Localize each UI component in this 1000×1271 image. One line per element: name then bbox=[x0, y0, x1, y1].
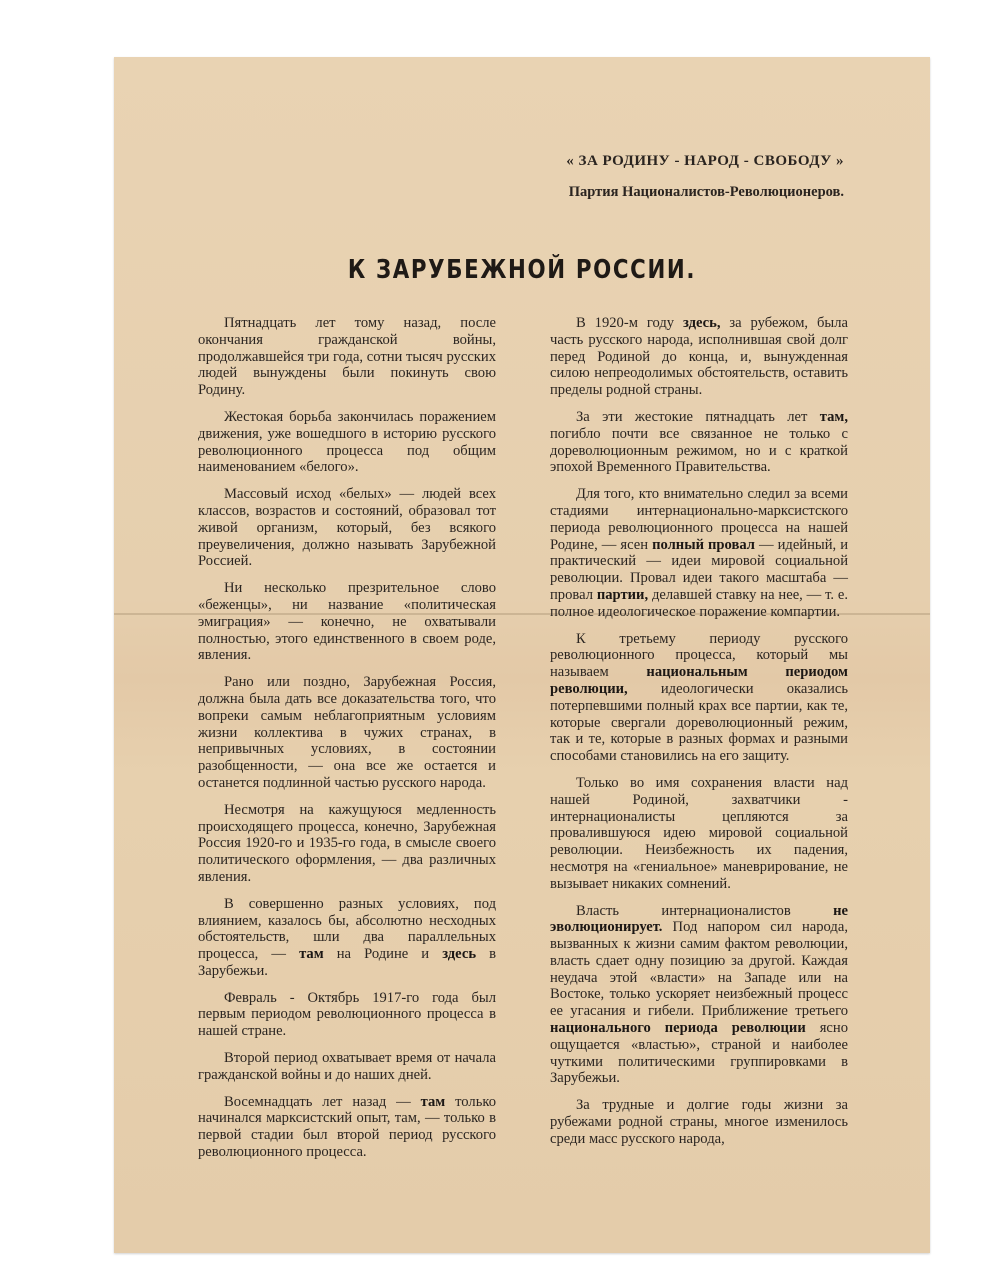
text-run: Власть интернационалистов bbox=[576, 902, 791, 919]
text-run: В совершенно разных условиях, под влиянием, казалось бы, абсолютно несходных обстоятельств, шли два параллельных процесса, — bbox=[198, 895, 496, 963]
bold-text: здесь, bbox=[682, 315, 721, 331]
bold-text: национального периода революции bbox=[550, 1020, 806, 1037]
text-run: за рубежом, была часть русского народа, исполнившая свой долг перед Родиной до конца, и, вынужденная силою непреодолимых обстоятельств, оставить пределы родной страны. bbox=[550, 315, 848, 399]
bold-text: не эволюционирует. bbox=[550, 902, 848, 936]
paragraph: Пятнадцать лет тому назад, после окончания гражданской войны, продолжавшейся три года, сотни тысяч русских людей вынуждены были покинуть свою Родину. bbox=[198, 315, 496, 399]
page-title: К ЗАРУБЕЖНОЙ РОССИИ. bbox=[347, 255, 697, 285]
text-run: на Родине и bbox=[336, 946, 430, 963]
text-run: К третьему периоду русского революционного процесса, который мы называем bbox=[550, 630, 848, 681]
paragraph bbox=[550, 409, 848, 476]
bold-text: партии, bbox=[596, 586, 649, 603]
paragraph bbox=[550, 903, 848, 1088]
paragraph: За трудные и долгие годы жизни за рубежами родной страны, многое изменилось среди масс русского народа, bbox=[550, 1097, 848, 1147]
paragraph: Жестокая борьба закончилась поражением движения, уже вошедшого в историю русского революционного процесса под общим наименованием «белого». bbox=[198, 408, 496, 476]
text-run: Под напором сил народа, вызванных к жизни самим фактом революции, власть сдает одну позицию за другой. Каждая неудача этой «власти» на Западе или на Востоке, только ускоряет неизбежный процесс ее угасания и гибели. Приближение третьего bbox=[550, 919, 848, 1020]
paragraph: Несмотря на кажущуюся медленность происходящего процесса, конечно, Зарубежная Россия 1920-го и 1935-го года, в смысле своего политического оформления, — два различных явления. bbox=[198, 801, 496, 885]
text-run: идеологически оказались потерпевшими полный крах все партии, как те, которые свергали дореволюционный режим, так и те, которые в разных формах и разными способами становились на его защиту. bbox=[550, 680, 848, 765]
leaflet-page bbox=[114, 57, 930, 1253]
paragraph bbox=[550, 486, 848, 620]
paragraph: Второй период охватывает время от начала гражданской войны и до наших дней. bbox=[198, 1050, 496, 1083]
paragraph: Рано или поздно, Зарубежная Россия, должна была дать все доказательства того, что вопреки самым неблагоприятным условиям жизни коллектива в чужих странах, в непривычных условиях, в состоянии разобщенности, — она все же остается и останется подлинной частью русского народа. bbox=[198, 674, 496, 791]
paragraph: Февраль - Октябрь 1917-го года был первым периодом революционного процесса в нашей стране. bbox=[198, 989, 496, 1040]
bold-text: здесь bbox=[442, 946, 477, 963]
paragraph bbox=[550, 315, 848, 399]
paragraph bbox=[550, 631, 848, 765]
right-column bbox=[550, 315, 848, 1158]
paragraph: Массовый исход «белых» — людей всех классов, возрастов и состояний, образовал тот живой организм, который, без всякого преувеличения, должно называть Зарубежной Россией. bbox=[198, 486, 496, 570]
bold-text: полный провал bbox=[652, 536, 755, 553]
bold-text: там bbox=[299, 946, 324, 963]
left-column bbox=[198, 315, 496, 1171]
bold-text: национальным периодом революции, bbox=[550, 664, 848, 697]
text-run: В 1920-м году bbox=[576, 315, 675, 331]
text-run: ясно ощущается «властью», страной и наиболее чуткими политическими группировками в Зарубежьи. bbox=[550, 1020, 848, 1087]
text-run: Восемнадцать лет назад — bbox=[224, 1093, 411, 1110]
text-run: делавшей ставку на нее, — т. е. полное идеологическое поражение компартии. bbox=[550, 586, 848, 620]
paragraph bbox=[198, 896, 496, 980]
text-run: Для того, кто внимательно следил за всеми стадиями интернационально-марксистского периода революционного процесса на нашей Родине, — ясен bbox=[550, 486, 848, 553]
text-run: в Зарубежьи. bbox=[198, 946, 497, 979]
text-run: За эти жестокие пятнадцать лет bbox=[576, 408, 808, 425]
paragraph: Ни несколько презрительное слово «беженцы», ни название «политическая эмиграция» — конечно, не охватывали полностью, этого единственного в своем роде, явления. bbox=[198, 580, 496, 664]
paragraph bbox=[198, 1094, 496, 1161]
text-run: — идейный, и практический — идеи мировой социальной революции. Провал идеи такого масштаба — провал bbox=[550, 536, 848, 603]
text-run: только начинался марксистский опыт, там, — только в первой стадии был второй период русского революционного процесса. bbox=[198, 1093, 496, 1161]
header-party-name: Партия Националистов-Революционеров. bbox=[568, 184, 844, 200]
text-run: погибло почти все связанное не только с дореволюционным режимом, но и с краткой эпохой Временного Правительства. bbox=[550, 425, 848, 476]
paragraph: Только во имя сохранения власти над нашей Родиной, захватчики - интернационалисты цепляются за провалившуюся идею мировой социальной революции. Неизбежность их падения, несмотря на «гениальное» маневрирование, не вызывает никаких сомнений. bbox=[550, 774, 848, 892]
bold-text: там bbox=[420, 1093, 446, 1110]
bold-text: там, bbox=[819, 408, 848, 425]
header-motto: « ЗА РОДИНУ - НАРОД - СВОБОДУ » bbox=[566, 153, 844, 169]
